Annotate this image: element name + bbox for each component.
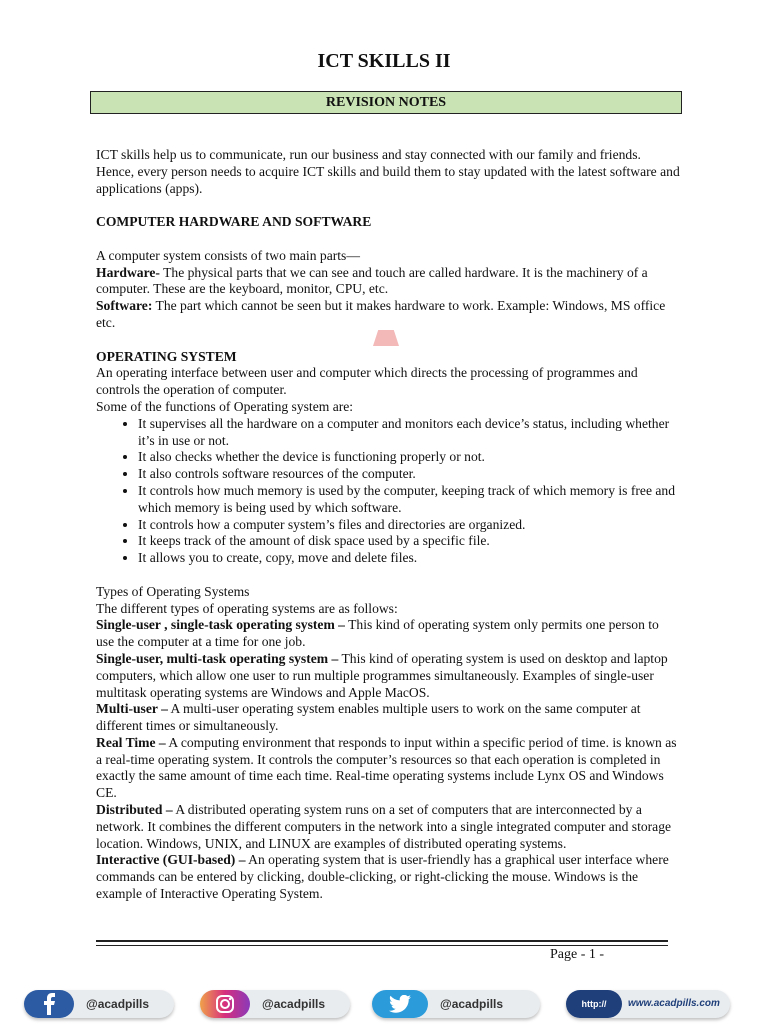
list-item: • It also controls software resources of the computer. bbox=[138, 466, 680, 483]
intro-paragraph: ICT skills help us to communicate, run our business and stay connected with our family and friends. Hence, every person needs to acquire ICT skills and build them to stay updated with the latest software and applications (apps). bbox=[96, 147, 680, 196]
software-text: The part which cannot be seen but it makes hardware to work. Example: Windows, MS office etc. bbox=[96, 298, 666, 330]
instagram-link[interactable] bbox=[200, 990, 350, 1018]
os-type-term: Single-user , single-task operating system – bbox=[96, 617, 345, 633]
list-item: • It controls how much memory is used by the computer, keeping track of which memory is free and which memory is being used by which software. bbox=[138, 483, 680, 517]
revision-notes-banner: REVISION NOTES bbox=[90, 91, 682, 114]
os-type-text: An operating system that is user-friendly has a graphical user interface where commands can be entered by clicking, double-clicking, or right-clicking the mouse. Windows is the example of Interactive Operating System. bbox=[96, 852, 669, 902]
twitter-icon bbox=[372, 990, 428, 1018]
os-type-term: Distributed – bbox=[96, 802, 173, 818]
os-type-entry bbox=[96, 617, 680, 651]
os-type-term: Real Time – bbox=[96, 734, 166, 750]
facebook-icon bbox=[24, 990, 74, 1018]
os-functions-intro: Some of the functions of Operating system are: bbox=[96, 398, 354, 414]
footer-rule bbox=[96, 940, 668, 946]
section-heading-operating-system: OPERATING SYSTEM bbox=[96, 348, 237, 364]
list-item: • It supervises all the hardware on a computer and monitors each device’s status, including whether it’s in use or not. bbox=[138, 416, 680, 450]
hardware-text: The physical parts that we can see and touch are called hardware. It is the machinery of a computer. These are the keyboard, monitor, CPU, etc. bbox=[96, 264, 648, 297]
facebook-link[interactable] bbox=[24, 990, 174, 1018]
os-type-text: This kind of operating system is used on desktop and laptop computers, which allow one user to run multiple programmes simultaneously. Examples of single-user multitask operating systems are Windows and Apple MacOS. bbox=[96, 650, 668, 700]
document-title: ICT SKILLS II bbox=[317, 50, 451, 72]
os-type-entry bbox=[96, 701, 680, 735]
hardware-software-intro: A computer system consists of two main parts— bbox=[96, 247, 360, 263]
os-type-text: A multi-user operating system enables multiple users to work on the same computer at different times or simultaneously. bbox=[96, 701, 641, 734]
website-link[interactable] bbox=[566, 990, 730, 1018]
list-item: • It keeps track of the amount of disk space used by a specific file. bbox=[138, 533, 680, 550]
hardware-term: Hardware- bbox=[96, 264, 160, 280]
os-type-entry bbox=[96, 852, 680, 902]
list-item: • It also checks whether the device is functioning properly or not. bbox=[138, 449, 680, 466]
os-functions-list bbox=[96, 416, 680, 567]
hardware-definition bbox=[96, 265, 680, 299]
list-item: • It allows you to create, copy, move and delete files. bbox=[138, 550, 680, 567]
twitter-link[interactable] bbox=[372, 990, 540, 1018]
http-badge-text: http:// bbox=[581, 999, 607, 1009]
os-type-entry bbox=[96, 735, 680, 802]
os-type-term: Single-user, multi-task operating system – bbox=[96, 650, 339, 666]
os-type-term: Interactive (GUI-based) – bbox=[96, 852, 246, 868]
social-footer bbox=[0, 990, 768, 1024]
os-type-term: Multi-user – bbox=[96, 701, 168, 717]
os-type-text: A computing environment that responds to input within a specific period of time. is known as a real-time operating system. It controls the computer’s resources so that each operation is completed in exactly the same amount of time each time. Real-time operating systems include Lynx OS and Windows CE. bbox=[96, 734, 677, 801]
http-icon bbox=[566, 990, 622, 1018]
website-url: www.acadpills.com bbox=[628, 998, 720, 1009]
instagram-handle: @acadpills bbox=[262, 997, 326, 1011]
os-description: An operating interface between user and computer which directs the processing of programmes and controls the operation of computer. bbox=[96, 365, 638, 398]
page-number: Page - 1 - bbox=[550, 947, 605, 962]
os-type-text: This kind of operating system only permits one person to use the computer at a time for one job. bbox=[96, 617, 659, 650]
types-intro: The different types of operating systems are as follows: bbox=[96, 600, 398, 616]
list-item: • It controls how a computer system’s files and directories are organized. bbox=[138, 517, 680, 534]
software-definition bbox=[96, 298, 680, 332]
twitter-handle: @acadpills bbox=[440, 997, 504, 1011]
os-type-entry bbox=[96, 651, 680, 701]
types-heading: Types of Operating Systems bbox=[96, 583, 250, 599]
instagram-icon bbox=[200, 990, 250, 1018]
os-type-entry bbox=[96, 802, 680, 852]
software-term: Software: bbox=[96, 298, 153, 314]
document-body bbox=[96, 147, 680, 903]
os-type-text: A distributed operating system runs on a set of computers that are interconnected by a network. It combines the different computers in the network into a single integrated computer and storage location. Windows, UNIX, and LINUX are examples of distributed operating systems. bbox=[96, 802, 672, 851]
facebook-handle: @acadpills bbox=[86, 997, 150, 1011]
section-heading-hardware-software: COMPUTER HARDWARE AND SOFTWARE bbox=[96, 214, 372, 230]
